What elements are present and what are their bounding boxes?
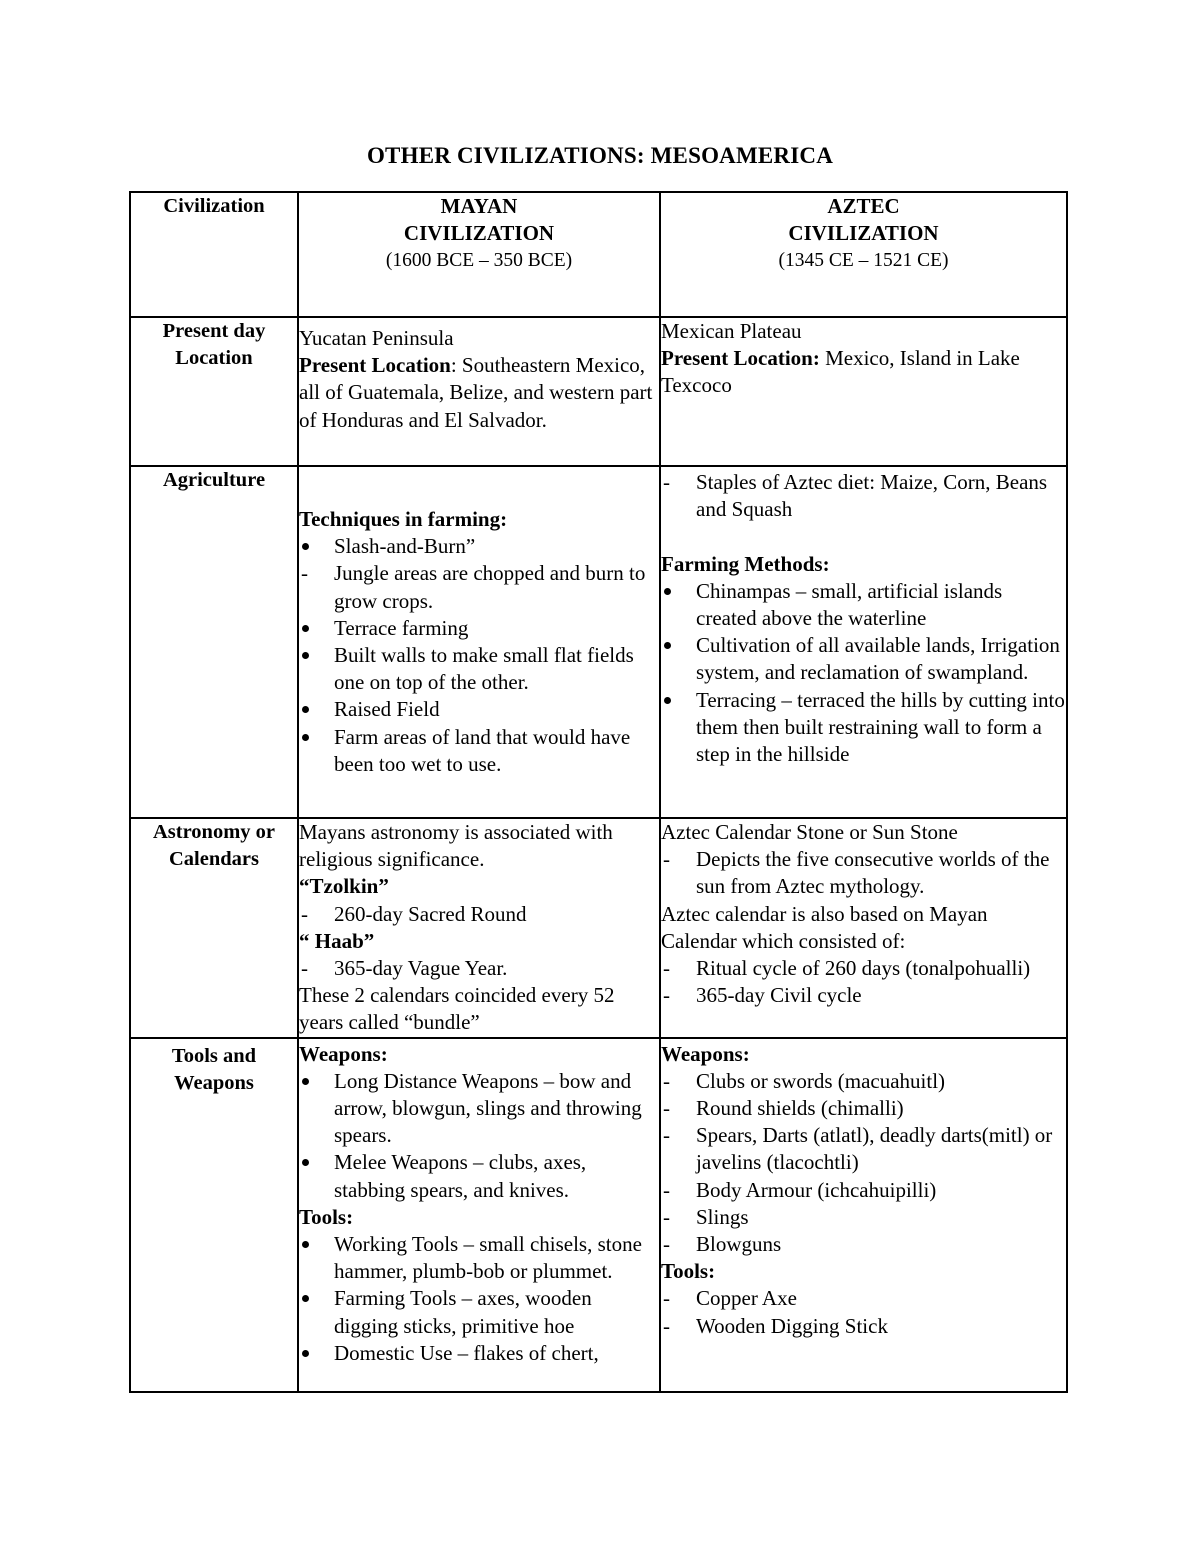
list-item-text: Built walls to make small flat fields one on top of the other. <box>334 643 634 695</box>
mayan-name-line1: MAYAN <box>440 194 518 218</box>
bullet-dot-icon <box>302 1241 309 1248</box>
aztec-tools-heading: Tools: <box>661 1259 716 1284</box>
bullet-dot-icon <box>664 588 671 595</box>
mayan-present-value: : Southeastern Mexico, all of Guatemala, Belize, and western part of Honduras and El Salvador. <box>299 353 653 432</box>
bullet-dot-icon <box>302 1350 309 1357</box>
bullet-marker <box>301 615 321 642</box>
bullet-marker <box>301 533 321 560</box>
dash-marker: - <box>301 956 308 981</box>
aztec-stone-desc: Depicts the five consecutive worlds of the sun from Aztec mythology. <box>696 847 1050 899</box>
bullet-dot-icon <box>302 625 309 632</box>
bullet-dot-icon <box>302 652 309 659</box>
bullet-marker <box>301 642 321 669</box>
list-item <box>661 1285 1066 1312</box>
bullet-dot-icon <box>302 706 309 713</box>
list-item-text: Raised Field <box>334 697 440 722</box>
list-item-text: Copper Axe <box>696 1286 797 1311</box>
list-item <box>299 1149 659 1203</box>
aztec-stone-item <box>661 846 1066 900</box>
list-item <box>661 955 1066 982</box>
aztec-weapons-list <box>661 1068 1066 1258</box>
list-item <box>299 1285 659 1339</box>
row-label-astronomy: Astronomy or Calendars <box>130 818 298 1038</box>
row-label-location: Present day Location <box>130 317 298 466</box>
bullet-dot-icon <box>302 543 309 550</box>
aztec-name-line1: AZTEC <box>827 194 900 218</box>
dash-marker: - <box>663 847 670 872</box>
mayan-dates: (1600 BCE – 350 BCE) <box>385 250 573 272</box>
mayan-agriculture-cell <box>298 466 660 818</box>
aztec-tools-list <box>661 1285 1066 1339</box>
list-item <box>661 982 1066 1009</box>
list-item-text: Slings <box>696 1204 749 1229</box>
list-item-text: Terracing – terraced the hills by cutting into them then built restraining wall to form a step in the hillside <box>696 687 1065 767</box>
list-item-text: Ritual cycle of 260 days (tonalpohualli) <box>696 956 1031 981</box>
list-item-text: Domestic Use – flakes of chert, <box>334 1340 599 1365</box>
bullet-marker <box>663 632 683 659</box>
haab-desc: 365-day Vague Year. <box>334 956 508 981</box>
bullet-marker <box>663 578 683 605</box>
header-row <box>130 192 1067 317</box>
dash-marker: - <box>663 1177 670 1202</box>
bullet-marker <box>301 1340 321 1367</box>
list-item-text: Wooden Digging Stick <box>696 1313 888 1338</box>
aztec-tools-cell <box>660 1038 1067 1392</box>
dash-marker: - <box>301 901 308 926</box>
bullet-dot-icon <box>664 642 671 649</box>
aztec-present-label: Present Location: <box>661 346 820 371</box>
mayan-weapons-heading: Weapons: <box>299 1041 388 1066</box>
civilizations-table <box>129 191 1068 1393</box>
list-item <box>299 615 659 642</box>
bullet-dot-icon <box>302 734 309 741</box>
list-item-text: Body Armour (ichcahuipilli) <box>696 1177 937 1202</box>
list-item-text: Slash-and-Burn” <box>334 534 476 559</box>
bullet-marker <box>301 1068 321 1095</box>
mayan-astronomy-outro: These 2 calendars coincided every 52 years called “bundle” <box>299 983 615 1035</box>
document-title: OTHER CIVILIZATIONS: MESOAMERICA <box>366 143 834 168</box>
list-item <box>661 632 1066 686</box>
location-row <box>130 317 1067 466</box>
list-item-text: Working Tools – small chisels, stone hammer, plumb-bob or plummet. <box>334 1232 642 1284</box>
list-item <box>661 1122 1066 1176</box>
aztec-region: Mexican Plateau <box>661 319 802 343</box>
list-item <box>661 1313 1066 1340</box>
mayan-region: Yucatan Peninsula <box>299 326 454 350</box>
row-label-agriculture: Agriculture <box>130 466 298 818</box>
bullet-dot-icon <box>664 697 671 704</box>
dash-marker: - <box>663 1096 670 1121</box>
list-item-text: Terrace farming <box>334 615 469 640</box>
list-item <box>661 1177 1066 1204</box>
list-item <box>299 724 659 778</box>
dash-marker: - <box>301 561 308 586</box>
dash-marker: - <box>663 956 670 981</box>
mayan-present-label: Present Location <box>299 353 451 378</box>
aztec-farming-heading: Farming Methods: <box>661 551 830 576</box>
dash-marker: - <box>663 1123 670 1148</box>
tzolkin-desc: 260-day Sacred Round <box>334 901 527 926</box>
mayan-location-cell <box>298 317 660 466</box>
mayan-weapons-list <box>299 1068 659 1204</box>
aztec-location-cell <box>660 317 1067 466</box>
agriculture-row <box>130 466 1067 818</box>
tzolkin-title: “Tzolkin” <box>299 874 389 899</box>
list-item-text: Chinampas – small, artificial islands created above the waterline <box>696 578 1003 630</box>
tzolkin-item <box>299 901 659 928</box>
list-item <box>661 1231 1066 1258</box>
list-item <box>661 578 1066 632</box>
dash-marker: - <box>663 1313 670 1338</box>
tools-row <box>130 1038 1067 1392</box>
list-item-text: Long Distance Weapons – bow and arrow, blowgun, slings and throwing spears. <box>334 1068 642 1148</box>
bullet-marker <box>301 724 321 751</box>
list-item <box>299 1231 659 1285</box>
list-item <box>299 533 659 560</box>
aztec-astronomy-cell <box>660 818 1067 1038</box>
list-item <box>661 687 1066 769</box>
mayan-header <box>298 192 660 317</box>
list-item <box>299 1068 659 1150</box>
list-item <box>299 696 659 723</box>
bullet-marker <box>301 696 321 723</box>
aztec-name-line2: CIVILIZATION <box>788 221 939 246</box>
list-item-text: Farming Tools – axes, wooden digging sticks, primitive hoe <box>334 1286 592 1338</box>
mayan-tools-cell <box>298 1038 660 1392</box>
aztec-dates: (1345 CE – 1521 CE) <box>778 250 949 272</box>
dash-marker: - <box>663 1286 670 1311</box>
dash-marker: - <box>663 1204 670 1229</box>
list-item-text: Round shields (chimalli) <box>696 1096 904 1121</box>
bullet-marker <box>301 1285 321 1312</box>
list-item <box>299 642 659 696</box>
list-item-text: Jungle areas are chopped and burn to grow crops. <box>334 561 646 613</box>
aztec-staples-item <box>661 469 1066 523</box>
aztec-farming-list <box>661 578 1066 768</box>
list-item-text: 365-day Civil cycle <box>696 983 862 1008</box>
mayan-name-line2: CIVILIZATION <box>403 221 555 246</box>
bullet-dot-icon <box>302 1078 309 1085</box>
dash-marker: - <box>663 1232 670 1257</box>
list-item <box>661 1068 1066 1095</box>
aztec-weapons-heading: Weapons: <box>661 1041 750 1066</box>
bullet-dot-icon <box>302 1159 309 1166</box>
bullet-marker <box>301 1149 321 1176</box>
aztec-staples: Staples of Aztec diet: Maize, Corn, Beans and Squash <box>696 470 1048 522</box>
mayan-tools-list <box>299 1231 659 1367</box>
aztec-agriculture-cell <box>660 466 1067 818</box>
row-label-tools: Tools and Weapons <box>130 1038 298 1392</box>
mayan-astronomy-intro: Mayans astronomy is associated with religious significance. <box>299 820 613 872</box>
mayan-astronomy-cell <box>298 818 660 1038</box>
aztec-header <box>660 192 1067 317</box>
row-label-civilization: Civilization <box>130 192 298 317</box>
list-item <box>661 1095 1066 1122</box>
dash-marker: - <box>663 983 670 1008</box>
list-item-text: Cultivation of all available lands, Irrigation system, and reclamation of swampland. <box>696 633 1060 685</box>
list-item-text: Spears, Darts (atlatl), deadly darts(mitl) or javelins (tlacochtli) <box>696 1123 1053 1175</box>
aztec-present-value: Mexico, Island in Lake Texcoco <box>661 346 1020 398</box>
bullet-marker <box>301 1231 321 1258</box>
mayan-farming-list <box>299 533 659 778</box>
mayan-present-location <box>299 352 659 434</box>
list-item <box>299 1340 659 1367</box>
dash-marker: - <box>663 1068 670 1093</box>
aztec-calendar-based: Aztec calendar is also based on Mayan Calendar which consisted of: <box>661 901 988 953</box>
bullet-dot-icon <box>302 1295 309 1302</box>
list-item <box>299 560 659 614</box>
bullet-marker <box>663 687 683 714</box>
mayan-tools-heading: Tools: <box>299 1204 354 1229</box>
aztec-calendar-stone: Aztec Calendar Stone or Sun Stone <box>661 820 958 844</box>
list-item <box>661 1204 1066 1231</box>
astronomy-row <box>130 818 1067 1038</box>
aztec-cycles-list <box>661 955 1066 1009</box>
list-item-text: Clubs or swords (macuahuitl) <box>696 1068 946 1093</box>
list-item-text: Farm areas of land that would have been too wet to use. <box>334 724 631 776</box>
aztec-present-location <box>661 345 1066 399</box>
list-item-text: Blowguns <box>696 1232 782 1257</box>
mayan-farming-heading: Techniques in farming: <box>299 507 508 531</box>
haab-title: “ Haab” <box>299 928 375 953</box>
dash-marker: - <box>663 470 670 494</box>
list-item-text: Melee Weapons – clubs, axes, stabbing spears, and knives. <box>334 1150 587 1202</box>
haab-item <box>299 955 659 982</box>
